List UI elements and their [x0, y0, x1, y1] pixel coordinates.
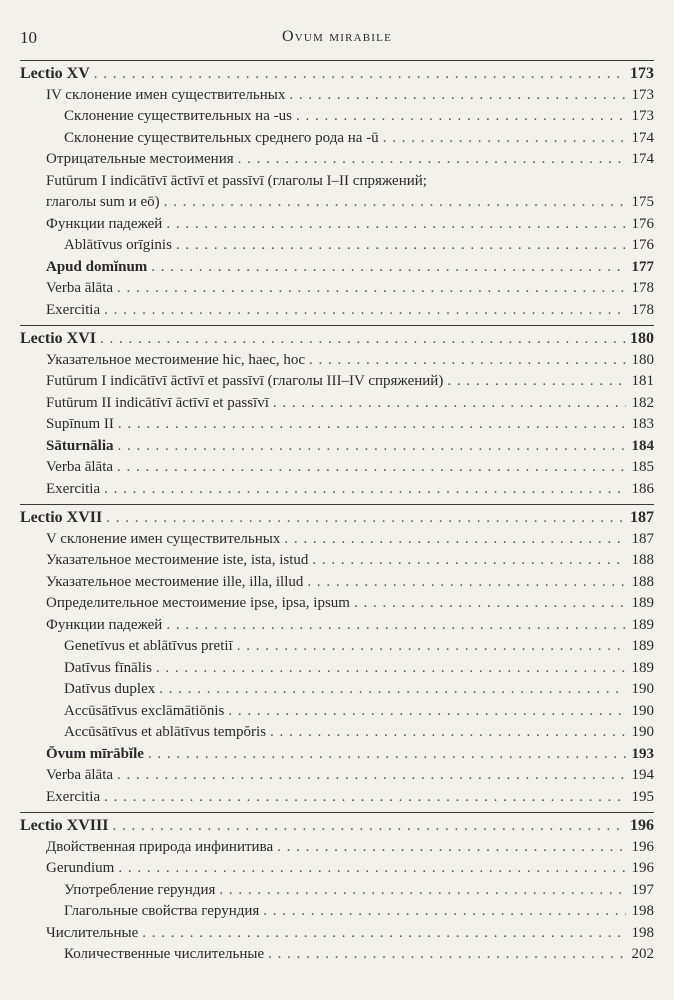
toc-entry-page: 197 [631, 881, 654, 898]
toc-entry-title: Datīvus duplex [64, 681, 156, 697]
toc-entry-title: Двойственная природа инфинитива [46, 838, 274, 855]
toc-entry-title: Склонение существительных среднего рода на -ū [64, 129, 379, 146]
dot-leader [118, 414, 626, 436]
toc-entry-page: 196 [631, 838, 654, 855]
dot-leader [148, 744, 626, 766]
dot-leader [166, 214, 626, 236]
dot-leader [354, 593, 626, 615]
toc-entry-title: Futūrum I indicātīvī āctīvī et passīvī (глаголы III–IV спряжений) [46, 373, 444, 389]
toc-entry[interactable] [20, 171, 654, 214]
toc-entry[interactable] [20, 529, 654, 551]
toc-entry-page: 184 [631, 437, 654, 454]
toc-entry[interactable] [20, 371, 654, 393]
page-number: 10 [20, 28, 37, 47]
toc-section [20, 812, 654, 966]
dot-leader [117, 278, 626, 300]
toc-entry-title: IV склонение имен существительных [46, 86, 286, 103]
toc-entry[interactable] [20, 350, 654, 372]
toc-entry-page: 196 [630, 817, 654, 834]
toc-entry-title: Отрицательные местоимения [46, 151, 234, 167]
toc-entry-page: 185 [631, 459, 654, 475]
toc-entry[interactable] [20, 615, 654, 637]
toc-entry-page: 183 [631, 416, 654, 432]
toc-entry[interactable] [20, 457, 654, 479]
toc-entry[interactable] [20, 235, 654, 257]
toc-entry[interactable] [20, 765, 654, 787]
toc-entry-title: Числительные [46, 924, 139, 941]
toc-entry-page: 182 [631, 394, 654, 411]
dot-leader [100, 329, 626, 351]
toc-entry[interactable] [20, 149, 654, 171]
toc-entry-page: 198 [631, 903, 654, 919]
toc-entry-continuation-row [46, 192, 654, 214]
toc-entry[interactable] [20, 901, 654, 923]
toc-entry[interactable] [20, 128, 654, 150]
dot-leader [104, 787, 626, 809]
toc-entry-title: Exercitia [46, 301, 101, 318]
toc-entry-page: 193 [631, 745, 654, 762]
dot-leader [238, 149, 626, 171]
dot-leader [309, 350, 626, 372]
dot-leader [94, 64, 626, 86]
toc-entry-page: 187 [630, 509, 654, 526]
toc-entry-page: 180 [631, 351, 654, 368]
toc-entry-page: 188 [631, 573, 654, 590]
running-title: Ovum mirabile [282, 28, 392, 45]
toc-entry[interactable] [20, 85, 654, 107]
toc-entry-page: 174 [631, 151, 654, 167]
toc-entry-title: Определительное местоимение ipse, ipsa, ipsum [46, 595, 350, 611]
dot-leader [159, 679, 626, 701]
toc-entry[interactable] [20, 106, 654, 128]
dot-leader [104, 479, 626, 501]
toc-entry-title: Accūsātīvus exclāmātiōnis [64, 702, 225, 719]
toc-entry-page: 190 [631, 724, 654, 740]
toc-entry-page: 188 [631, 552, 654, 568]
toc-entry-page: 173 [631, 108, 654, 124]
toc-entry[interactable] [20, 837, 654, 859]
toc-entry-title: Accūsātīvus et ablātīvus tempŏris [64, 724, 267, 740]
toc-entry[interactable] [20, 658, 654, 680]
toc-entry-title: Функции падежей [46, 215, 163, 232]
toc-entry-page: 189 [631, 659, 654, 676]
dot-leader [383, 128, 626, 150]
table-of-contents [20, 60, 654, 970]
dot-leader [284, 529, 626, 551]
toc-entry-page: 173 [630, 65, 654, 82]
toc-entry-page: 189 [631, 595, 654, 611]
toc-entry[interactable] [20, 300, 654, 322]
toc-entry-page: 187 [631, 530, 654, 547]
toc-entry-title: Genetīvus et ablātīvus pretiī [64, 638, 233, 654]
toc-entry-page: 176 [631, 215, 654, 232]
dot-leader [112, 816, 626, 838]
toc-entry-title: Lectio XV [20, 65, 90, 82]
toc-entry-page: 190 [631, 702, 654, 719]
toc-entry-title: Apud domĭnum [46, 258, 148, 275]
toc-lesson-heading[interactable] [20, 507, 654, 529]
dot-leader [296, 106, 626, 128]
toc-entry[interactable] [20, 479, 654, 501]
toc-entry[interactable] [20, 550, 654, 572]
toc-entry-title: Futūrum II indicātīvī āctīvī et passīvī [46, 394, 269, 411]
dot-leader [263, 901, 626, 923]
toc-entry[interactable] [20, 636, 654, 658]
toc-entry[interactable] [20, 701, 654, 723]
toc-entry-page: 189 [631, 638, 654, 654]
toc-entry[interactable] [20, 923, 654, 945]
toc-entry-title: Exercitia [46, 788, 101, 805]
dot-leader [118, 436, 626, 458]
toc-entry[interactable] [20, 257, 654, 279]
dot-leader [312, 550, 626, 572]
toc-entry-page: 178 [631, 301, 654, 318]
toc-entry-page: 176 [631, 237, 654, 253]
toc-lesson-heading[interactable] [20, 815, 654, 837]
toc-entry-title: Указательное местоимение iste, ista, istud [46, 552, 309, 568]
toc-entry[interactable] [20, 572, 654, 594]
dot-leader [106, 508, 626, 530]
toc-entry-title: Sāturnālia [46, 437, 114, 454]
toc-entry-page: 190 [631, 681, 654, 697]
toc-entry-page: 189 [631, 616, 654, 633]
toc-entry-title: Глагольные свойства герундия [64, 903, 260, 919]
toc-entry-page: 174 [631, 129, 654, 146]
toc-entry-title: Supīnum II [46, 416, 114, 432]
dot-leader [118, 858, 626, 880]
toc-entry[interactable] [20, 858, 654, 880]
toc-entry-title: Gerundium [46, 860, 115, 876]
toc-entry[interactable] [20, 722, 654, 744]
toc-lesson-heading[interactable] [20, 328, 654, 350]
dot-leader [237, 636, 626, 658]
toc-entry-title: Verba ālāta [46, 459, 114, 475]
dot-leader [166, 615, 626, 637]
toc-entry-page: 198 [631, 924, 654, 941]
toc-entry-page: 196 [631, 860, 654, 876]
toc-entry-title: Функции падежей [46, 616, 163, 633]
dot-leader [219, 880, 626, 902]
dot-leader [277, 837, 626, 859]
toc-entry-title: Futūrum I indicātīvī āctīvī et passīvī (глаголы I–II спряжений; [46, 172, 427, 189]
toc-entry-continuation: глаголы sum и eō) [46, 194, 160, 210]
toc-entry-title: Употребление герундия [64, 881, 216, 898]
toc-entry-title: V склонение имен существительных [46, 530, 281, 547]
toc-entry[interactable] [20, 880, 654, 902]
toc-entry-title: Lectio XVI [20, 330, 96, 347]
toc-section [20, 504, 654, 808]
toc-entry[interactable] [20, 944, 654, 966]
toc-entry-title: Ablātīvus orīginis [64, 237, 172, 253]
toc-entry-page: 178 [631, 280, 654, 296]
toc-entry[interactable] [20, 436, 654, 458]
toc-entry-title: Verba ālāta [46, 767, 114, 783]
dot-leader [270, 722, 626, 744]
dot-leader [268, 944, 626, 966]
toc-entry-title: Exercitia [46, 480, 101, 497]
toc-entry[interactable] [20, 414, 654, 436]
dot-leader [156, 658, 626, 680]
toc-entry-page: 186 [631, 480, 654, 497]
toc-entry-title: Склонение существительных на -us [64, 108, 292, 124]
dot-leader [176, 235, 626, 257]
dot-leader [273, 393, 626, 415]
toc-entry[interactable] [20, 787, 654, 809]
toc-entry-page: 175 [631, 194, 654, 210]
toc-entry-title: Lectio XVIII [20, 817, 109, 834]
toc-entry[interactable] [20, 214, 654, 236]
toc-entry-title: Указательное местоимение ille, illa, illud [46, 573, 304, 590]
toc-entry-title: Lectio XVII [20, 509, 103, 526]
toc-entry-page: 173 [631, 86, 654, 103]
toc-entry-title: Ōvum mīrābĭle [46, 745, 144, 762]
dot-leader [104, 300, 626, 322]
toc-entry[interactable] [20, 679, 654, 701]
toc-entry-title: Указательное местоимение hic, haec, hoc [46, 351, 306, 368]
toc-entry[interactable] [20, 393, 654, 415]
toc-entry-page: 195 [631, 788, 654, 805]
dot-leader [117, 457, 626, 479]
dot-leader [447, 371, 626, 393]
toc-lesson-heading[interactable] [20, 63, 654, 85]
toc-entry-page: 194 [631, 767, 654, 783]
toc-entry-title: Количественные числительные [64, 946, 265, 962]
dot-leader [307, 572, 626, 594]
toc-section [20, 60, 654, 321]
toc-entry-title: Verba ālāta [46, 280, 114, 296]
dot-leader [142, 923, 626, 945]
toc-entry-page: 202 [631, 946, 654, 962]
dot-leader [228, 701, 626, 723]
toc-entry-page: 177 [631, 258, 654, 275]
toc-entry-page: 180 [630, 330, 654, 347]
toc-entry[interactable] [20, 278, 654, 300]
toc-entry[interactable] [20, 744, 654, 766]
dot-leader [289, 85, 626, 107]
toc-entry-title: Datīvus fīnālis [64, 659, 152, 676]
toc-entry-page: 181 [631, 373, 654, 389]
toc-entry[interactable] [20, 593, 654, 615]
page-header [20, 28, 654, 52]
dot-leader [151, 257, 626, 279]
toc-section [20, 325, 654, 500]
dot-leader [117, 765, 626, 787]
dot-leader [164, 192, 626, 214]
